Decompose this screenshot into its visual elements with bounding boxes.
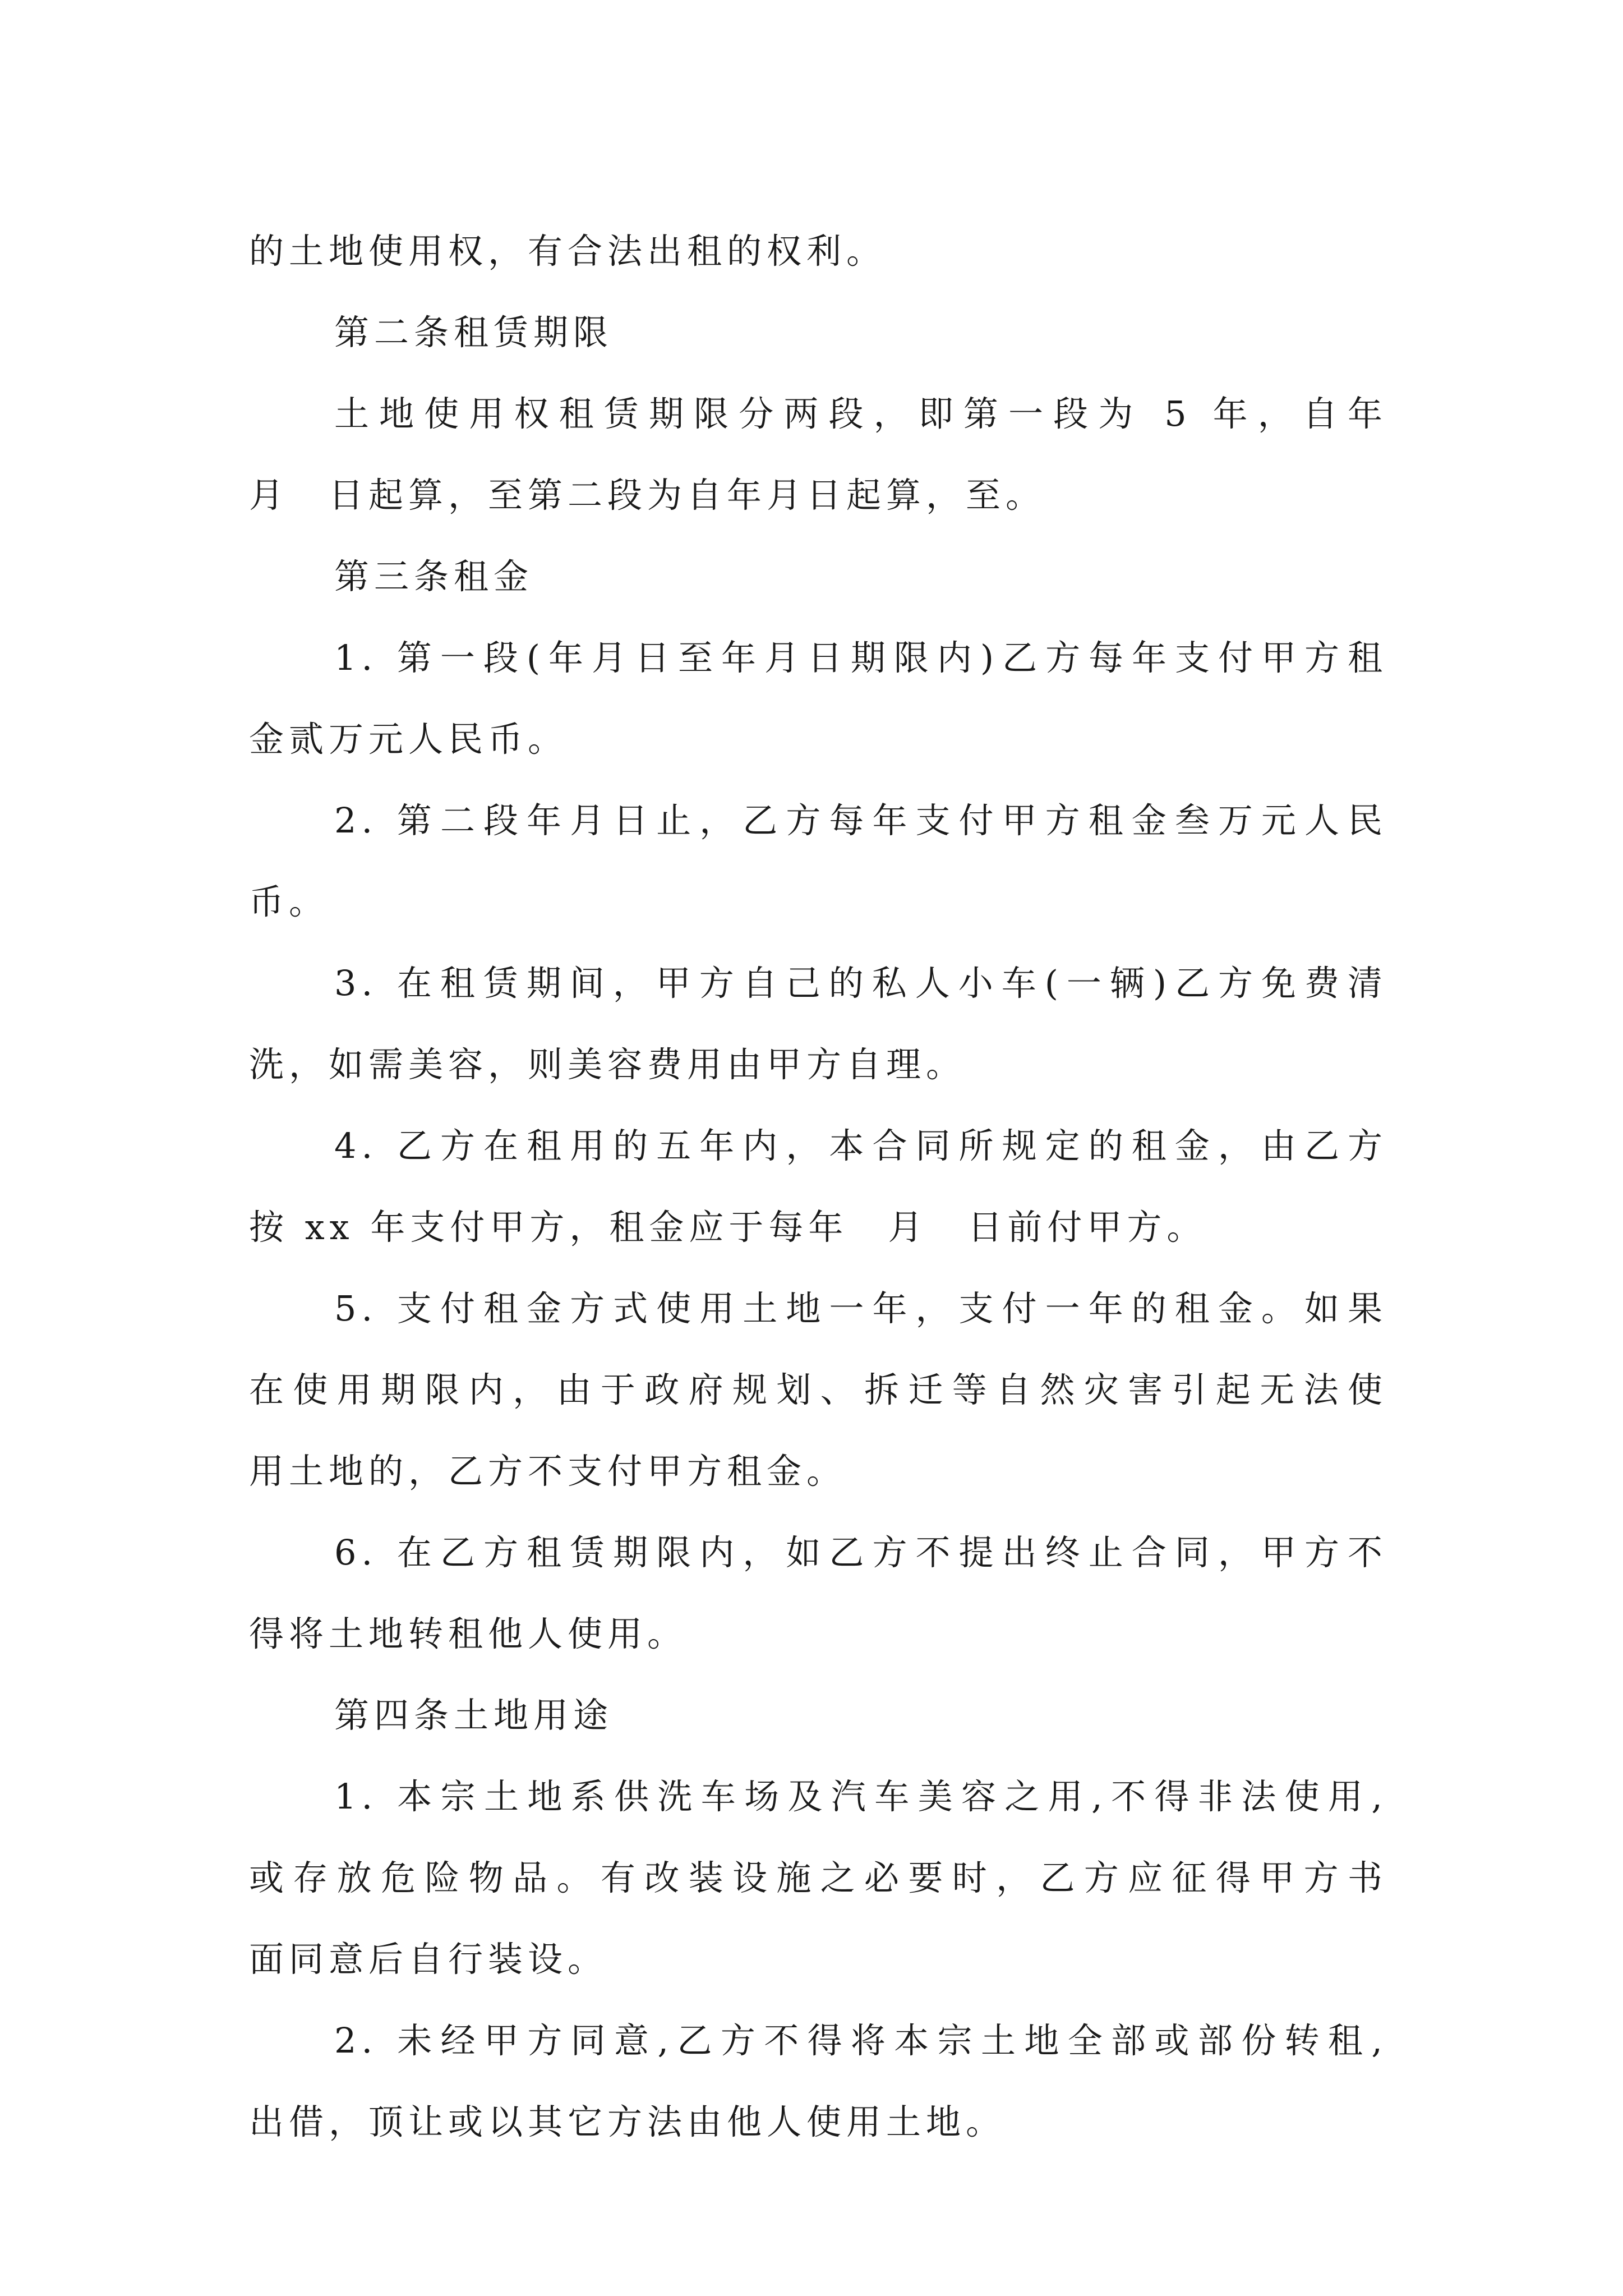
- article-heading-4: 第四条土地用途: [334, 1695, 614, 1736]
- text-line-use-1b: 或存放危险物品。有改装设施之必要时，乙方应征得甲方书: [249, 1857, 1387, 1898]
- text-line-use-1c: 面同意后自行装设。: [249, 1939, 608, 1980]
- text-line-rent-1b: 金贰万元人民币。: [249, 719, 568, 760]
- text-line-lease-term-2: 月 日起算，至第二段为自年月日起算，至。: [249, 475, 1046, 516]
- text-line-rent-6a: 6. 在乙方租赁期限内，如乙方不提出终止合同，甲方不: [334, 1532, 1387, 1573]
- text-line-rent-2b: 币。: [249, 881, 329, 922]
- text-line-rent-4b: 按 xx 年支付甲方，租金应于每年 月 日前付甲方。: [249, 1207, 1207, 1248]
- text-line-rent-3a: 3. 在租赁期间，甲方自己的私人小车(一辆)乙方免费清: [334, 963, 1387, 1004]
- text-line-lease-term-1: 土地使用权租赁期限分两段，即第一段为 5 年，自年: [334, 393, 1387, 434]
- document-body: [249, 210, 1387, 2162]
- text-line-rent-3b: 洗，如需美容，则美容费用由甲方自理。: [249, 1044, 966, 1085]
- article-heading-3: 第三条租金: [334, 556, 534, 597]
- text-line-continuation: 的土地使用权，有合法出租的权利。: [249, 231, 887, 272]
- text-line-rent-2a: 2. 第二段年月日止，乙方每年支付甲方租金叁万元人民: [334, 800, 1387, 841]
- text-line-rent-6b: 得将土地转租他人使用。: [249, 1613, 688, 1654]
- text-line-rent-4a: 4. 乙方在租用的五年内，本合同所规定的租金，由乙方: [334, 1125, 1387, 1166]
- text-line-rent-1a: 1. 第一段(年月日至年月日期限内)乙方每年支付甲方租: [334, 637, 1387, 678]
- text-line-use-2a: 2. 未经甲方同意,乙方不得将本宗土地全部或部份转租,: [334, 2020, 1387, 2061]
- text-line-use-1a: 1. 本宗土地系供洗车场及汽车美容之用,不得非法使用,: [334, 1776, 1387, 1817]
- text-line-use-2b: 出借，顶让或以其它方法由他人使用土地。: [249, 2101, 1006, 2142]
- text-line-rent-5c: 用土地的，乙方不支付甲方租金。: [249, 1451, 847, 1492]
- article-heading-2: 第二条租赁期限: [334, 312, 614, 353]
- text-line-rent-5a: 5. 支付租金方式使用土地一年，支付一年的租金。如果: [334, 1288, 1387, 1329]
- text-line-rent-5b: 在使用期限内，由于政府规划、拆迁等自然灾害引起无法使: [249, 1369, 1387, 1410]
